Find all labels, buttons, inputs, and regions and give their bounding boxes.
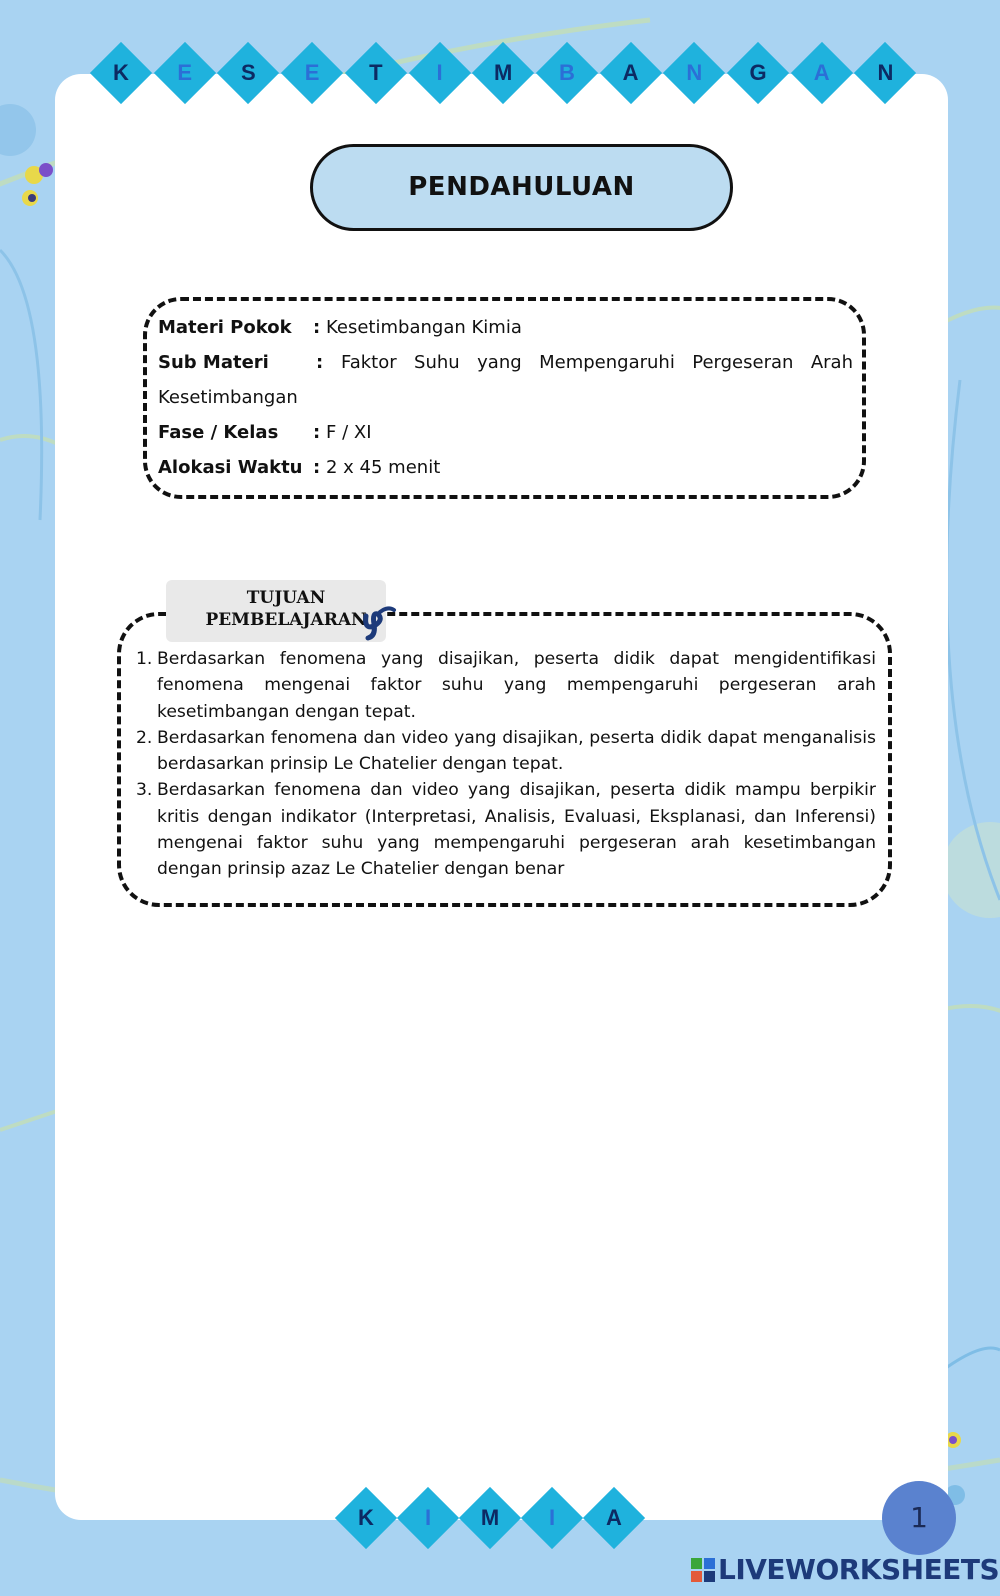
list-number: 1. [136, 649, 153, 669]
brand-name: LIVEWORKSHEETS [718, 1553, 1000, 1586]
info-label: Alokasi Waktu [158, 457, 303, 478]
list-text: Berdasarkan fenomena dan video yang disajikan, peserta didik dapat menganalisis berdasarkan prinsip Le Chatelier dengan tepat. [157, 727, 876, 775]
header-letter: I [436, 60, 443, 85]
liveworksheets-logo [691, 1552, 1000, 1588]
info-colon: : [313, 317, 321, 338]
header-letter: B [558, 60, 575, 85]
header-letter: K [113, 60, 129, 85]
list-item [136, 646, 876, 725]
info-value: Kesetimbangan Kimia [326, 317, 522, 338]
list-text: Berdasarkan fenomena dan video yang disajikan, peserta didik mampu berpikir kritis dengan indikator (Interpretasi, Analisis, Evaluasi, Eksplanasi, dan Inferensi) mengenai faktor suhu yang mempengaruhi pergeseran arah kesetimbangan dengan prinsip azaz Le Chatelier dengan benar [157, 780, 876, 880]
info-value: F / XI [326, 422, 372, 443]
footer-letter: I [424, 1505, 432, 1530]
header-letter: S [241, 60, 256, 85]
header-letter: N [877, 60, 894, 85]
list-item [136, 777, 876, 882]
header-letter: G [749, 60, 767, 85]
header-letter: A [813, 60, 830, 85]
info-colon: : [313, 422, 321, 443]
footer-letter: K [358, 1505, 374, 1530]
goal-tag-line2: PEMBELAJARAN [205, 610, 367, 630]
info-value: 2 x 45 menit [326, 457, 441, 478]
header-letter: E [304, 60, 320, 85]
list-number: 3. [136, 780, 153, 801]
swirl-icon [362, 602, 398, 642]
page-number-badge: 1 [882, 1481, 956, 1555]
goal-tag-line1: TUJUAN [246, 588, 326, 608]
info-label: Materi Pokok [158, 317, 292, 338]
info-label: Fase / Kelas [158, 422, 279, 443]
list-item [136, 725, 876, 778]
header-letter: A [622, 60, 639, 85]
info-value-cont: Kesetimbangan [158, 387, 298, 408]
liveworksheets-icon [691, 1558, 715, 1582]
info-colon: : [316, 352, 324, 373]
header-letter: M [494, 60, 513, 85]
list-number: 2. [136, 727, 153, 748]
footer-letter: A [606, 1505, 622, 1530]
header-letter: E [177, 60, 193, 85]
info-value: Faktor Suhu yang Mempengaruhi Pergeseran Arah [341, 352, 853, 373]
info-colon: : [313, 457, 321, 478]
list-text: Berdasarkan fenomena yang disajikan, peserta didik dapat mengidentifikasi fenomena mengenai faktor suhu yang mempengaruhi pergeseran arah kesetimbangan dengan tepat. [157, 649, 876, 722]
page-title: PENDAHULUAN [310, 144, 733, 231]
footer-letter: M [480, 1505, 500, 1530]
header-letter: T [369, 60, 383, 85]
learning-goals-list [136, 646, 876, 883]
info-label: Sub Materi [158, 352, 269, 373]
footer-letter: I [548, 1505, 556, 1530]
header-letter: N [686, 60, 703, 85]
